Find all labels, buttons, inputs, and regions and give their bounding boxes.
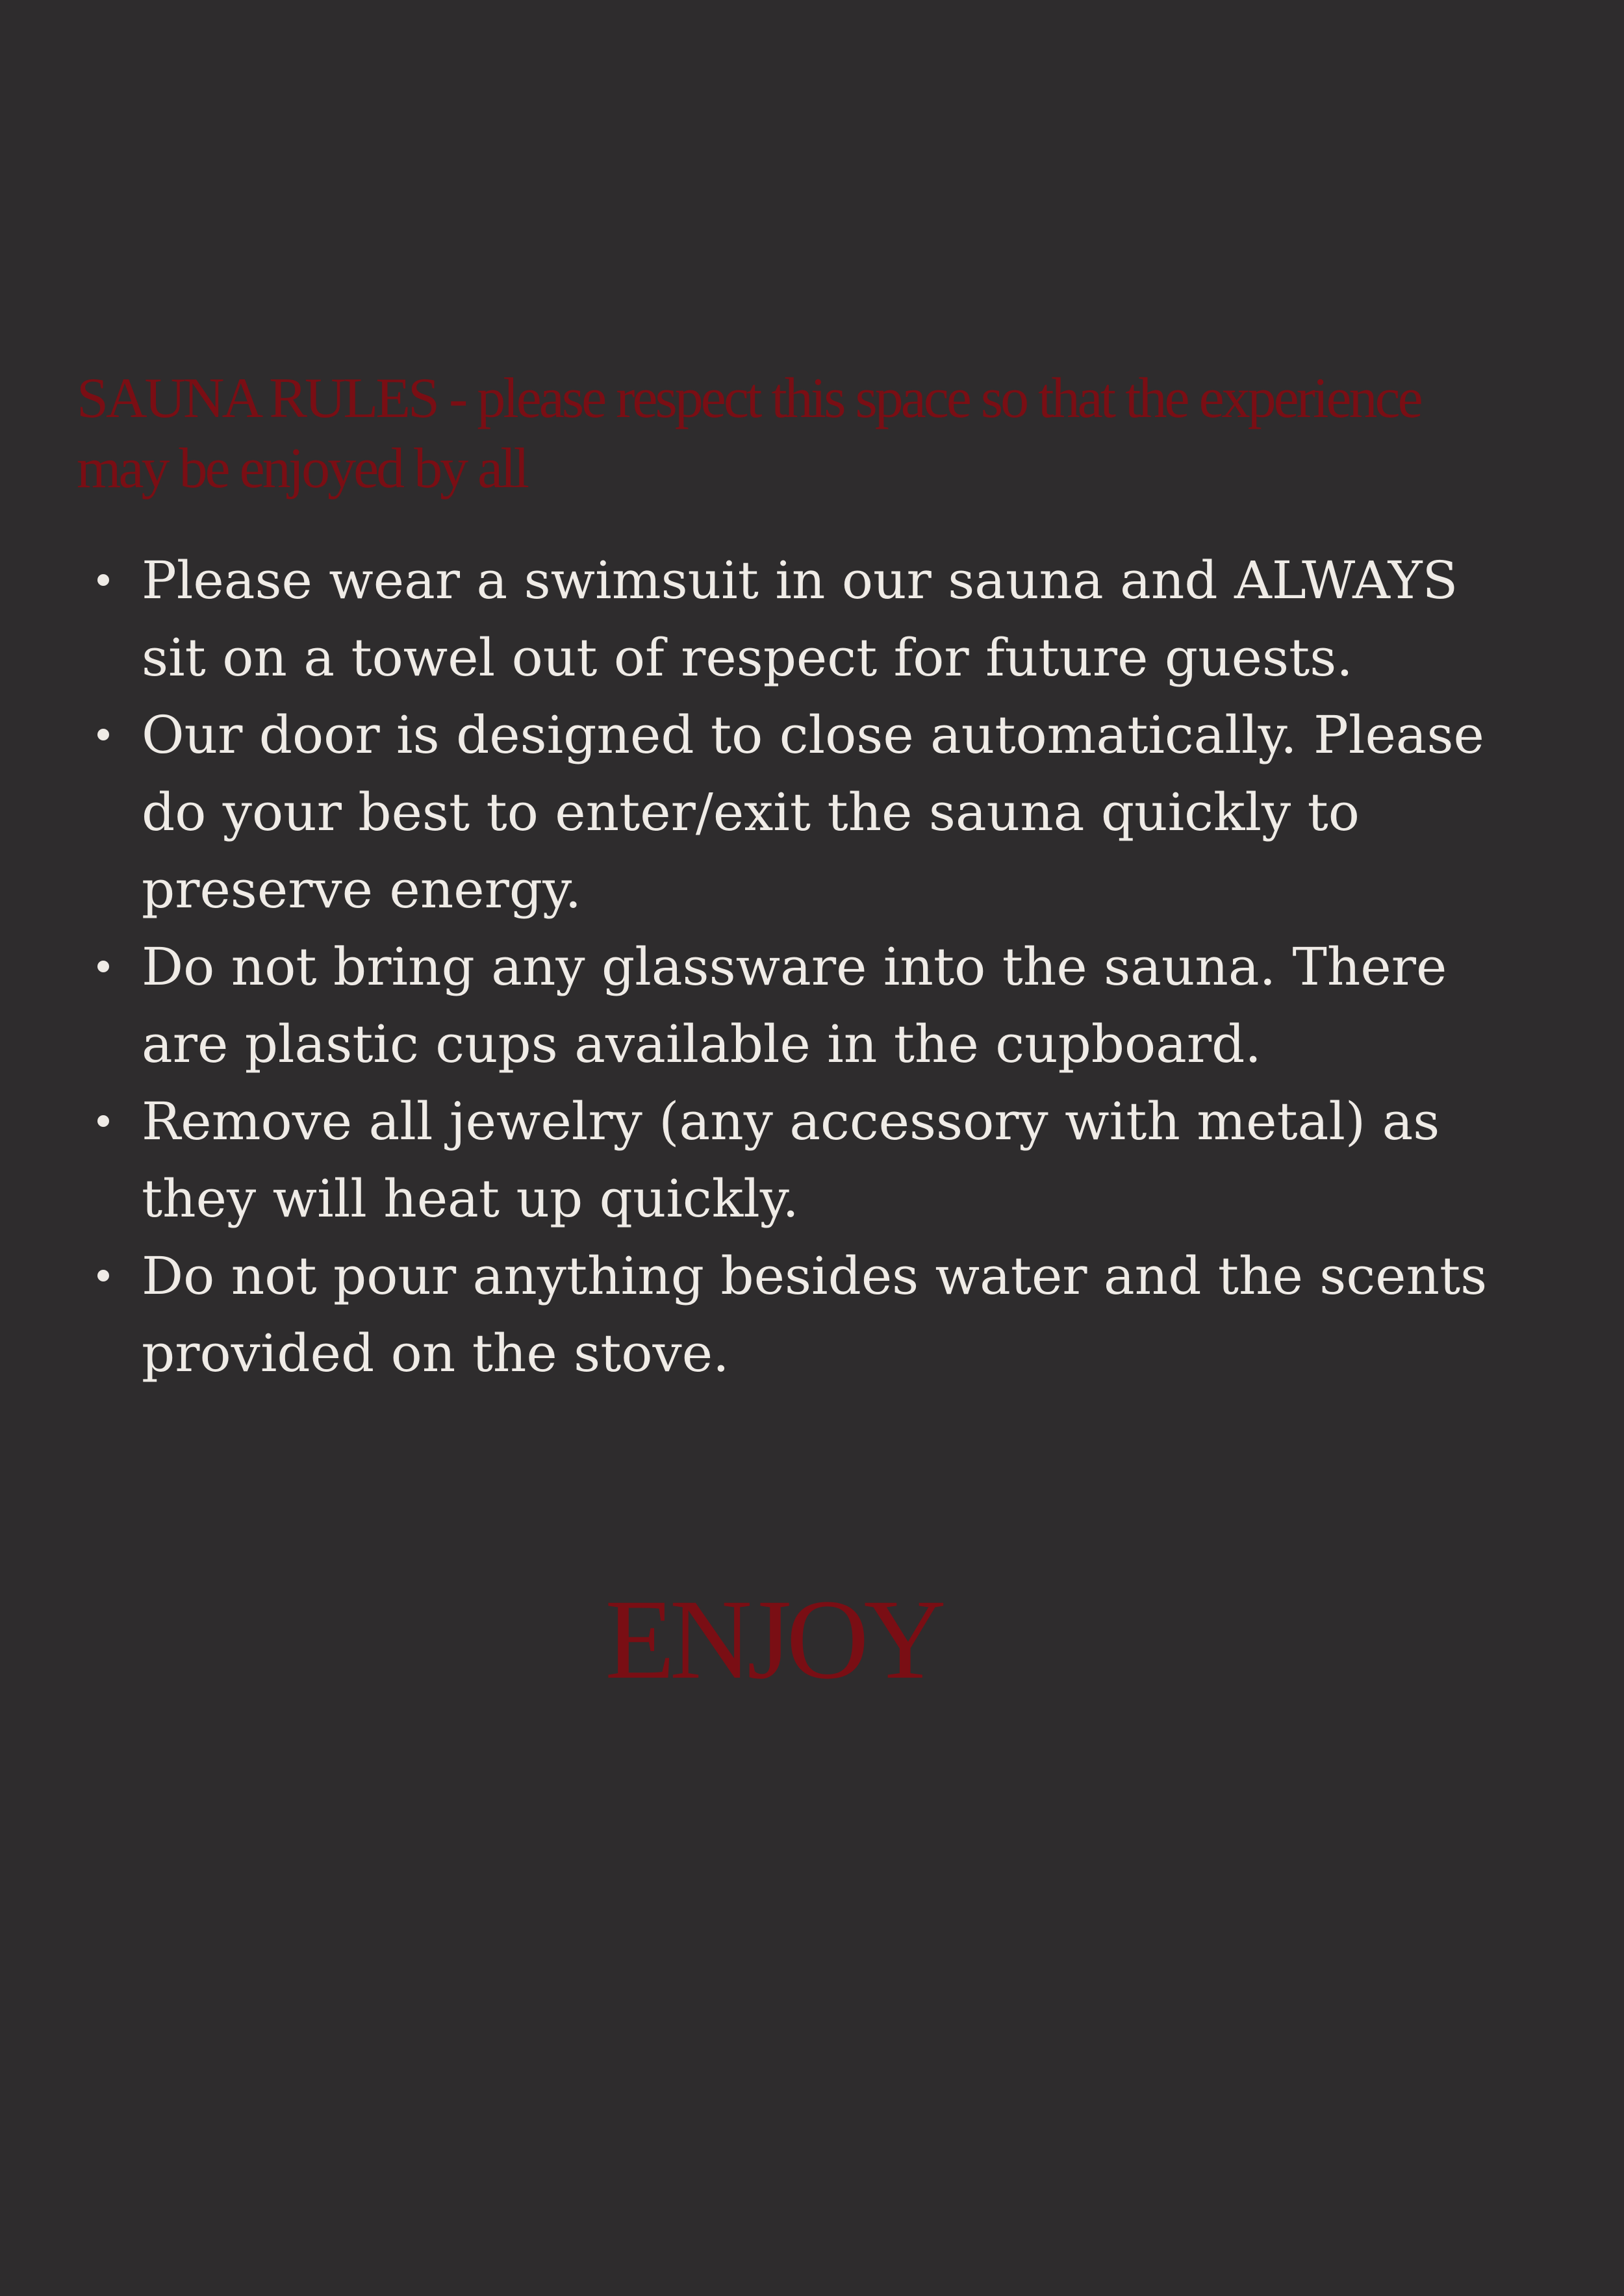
bullet-icon <box>97 574 109 586</box>
closing-text: ENJOY <box>605 1576 941 1703</box>
rule-text: Do not bring any glassware into the sauna. There are plastic cups available in the cupboard. <box>142 937 1447 1074</box>
rule-stove-water-only <box>142 1237 1532 1392</box>
rules-heading: SAUNA RULES - please respect this space so that the experience may be enjoyed by all <box>77 367 1421 500</box>
rule-text: Please wear a swimsuit in our sauna and ALWAYS sit on a towel out of respect for future guests. <box>142 550 1458 688</box>
rule-text: Our door is designed to close automatically. Please do your best to enter/exit the sauna quickly to preserve energy. <box>142 705 1484 920</box>
rule-no-glassware <box>142 928 1532 1083</box>
rule-text: Remove all jewelry (any accessory with metal) as they will heat up quickly. <box>142 1091 1440 1229</box>
rule-text: Do not pour anything besides water and the scents provided on the stove. <box>142 1246 1488 1383</box>
rules-list <box>142 542 1532 1392</box>
rule-door-closing <box>142 696 1532 928</box>
bullet-icon <box>97 1115 109 1127</box>
rule-swimsuit-towel <box>142 542 1532 696</box>
bullet-icon <box>97 961 109 972</box>
bullet-icon <box>97 729 109 740</box>
bullet-icon <box>97 1270 109 1281</box>
rule-remove-jewelry <box>142 1083 1532 1237</box>
